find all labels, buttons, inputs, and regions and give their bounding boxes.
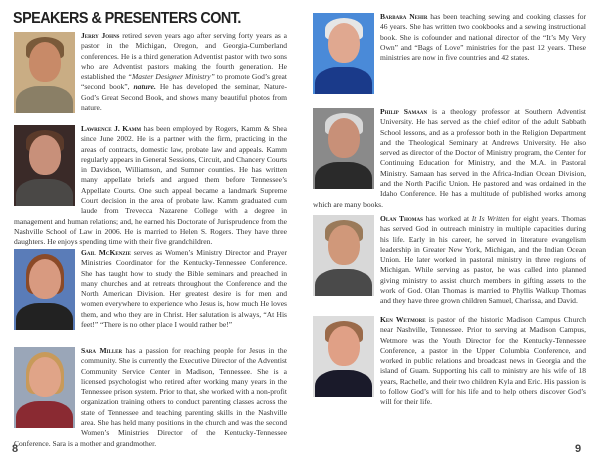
- bio-olan-thomas: Olan Thomas has worked at It Is Written for eight years. Thomas has served God in outreach ministry in multiple capacities during his life. Early in his career, he served in literature evangelism leadership in Greater New York, Michigan, and the Indian Ocean Union. He later worked in pastoral ministry in three regions of Michigan. While serving as pastor, he was called into planned giving ministry to assist church members in gifting assets to the work of God. Olan Thomas is married to Phyllis Walkup Thomas and they have three grown children Samuel, Charissa, and David.: [313, 214, 586, 307]
- photo-sara-miller: [14, 347, 75, 428]
- photo-ken-wetmore: [313, 316, 374, 397]
- photo-barbara-nehir: [313, 13, 374, 94]
- photo-gail-mckenzie: [14, 249, 75, 330]
- bio-philip-samaan: Philip Samaan is a theology professor at Southern Adventist University. He has served as the chief editor of the adult Sabbath School lessons, and as a professor both in the Religion Department and the Theological Seminary at Andrews University. He also served as director of the Doctor of Ministry program, the Center for Continuing Education for Ministry, and the M.A. in Pastoral Ministry. Samaan has served in the Africa-Indian Ocean Division, and the North Pacific Union. He pastored and was ordained in the Idaho Conference. He has a multitude of published works among which are many books.: [313, 107, 586, 209]
- page-heading: SPEAKERS & PRESENTERS CONT.: [13, 10, 241, 27]
- bio-sara-miller: Sara Miller has a passion for reaching people for Jesus in the community. She is currently the Executive Director of the Adventist Community Service Center in Madison, Tennessee. She is a licensed psychologist who retired after working many years in the Tennessee prison system. Prior to that, she worked with a non-profit organization training others to conduct parenting classes across the state of Tennessee and teaching parenting skills in the Nashville area. She has held many positions in the church and was the second Women’s Ministries Director of the Kentucky-Tennessee Conference. Sara is a mother and grandmother.: [14, 346, 287, 448]
- photo-lawrence-kamm: [14, 125, 75, 206]
- bio-lawrence-kamm: Lawrence J. Kamm has been employed by Rogers, Kamm & Shea since June 2002. He is a partner with the firm, practicing in the areas of contracts, domestic law, probate law and appeals. Kamm regularly appears in General Sessions, Circuit, and Chancery Courts in Davidson, Williamson, and Sumner counties. He has written many appellate briefs and argued them before Tennessee’s Appellate Courts. One such appeal became a landmark Supreme Court decision in the area of probate law. Kamm graduated cum laude from Trevecca Nazarene College with a degree in management and human relations; and, he earned his Doctorate of Jurisprudence from the Nashville School of Law in 2006. He is married to Helen S. Rogers. They have three daughters. He enjoys spending time with their five grandchildren.: [14, 124, 287, 247]
- photo-jerry-johns: [14, 32, 75, 113]
- bio-ken-wetmore: Ken Wetmore is pastor of the historic Madison Campus Church near Nashville, Tennessee. Prior to serving at Madison Campus, Wetmore was the Youth Director for the Kentucky-Tennessee Conference, a pastor in the Upper Columbia Conference, and worked in public relations and broadcast news in Georgia and the island of Guam. Supporting his call to ministry are his wife of 18 years, Rachelle, and their two children Kyla and Eric. His passion is to follow God’s will for his life and to help others discover God’s will for their life.: [313, 315, 586, 408]
- bio-jerry-johns: Jerry Johns retired seven years ago after serving forty years as a pastor in the Michigan, Oregon, and Georgia-Cumberland conferences. He is a third generation Adventist pastor with two sons who are Adventist pastors making the fourth generation. He established the “Master Designer Ministry” to promote God’s great “second book”, nature. He has developed the seminar, Nature-God’s Great Second Book, and shows many beautiful photos from nature.: [14, 31, 287, 115]
- photo-philip-samaan: [313, 108, 374, 189]
- bio-barbara-nehir: Barbara Nehir has been teaching sewing and cooking classes for 46 years. She has written two cookbooks and a sewing instructional book. She is cofounder and national director of the “It’s My Very Own” and “Bags of Love” ministries for the past 12 years. These ministries are now in five countries and 42 states.: [313, 12, 586, 96]
- photo-olan-thomas: [313, 215, 374, 296]
- page-number-left: 8: [12, 443, 19, 455]
- bio-gail-mckenzie: Gail McKenzie serves as Women’s Ministry Director and Prayer Ministries Coordinator for the Kentucky-Tennessee Conference. She has taught how to study the Bible seminars and preached in many churches and at retreats throughout the Conference and the North American Division. Her greatest desire is for men and women everywhere to experience who Jesus is, how much He loves them, and who they are in Christ. Her salutation is always, “At His feet!” “There is no other place I would rather be!”: [14, 248, 287, 332]
- page-number-right: 9: [575, 443, 582, 455]
